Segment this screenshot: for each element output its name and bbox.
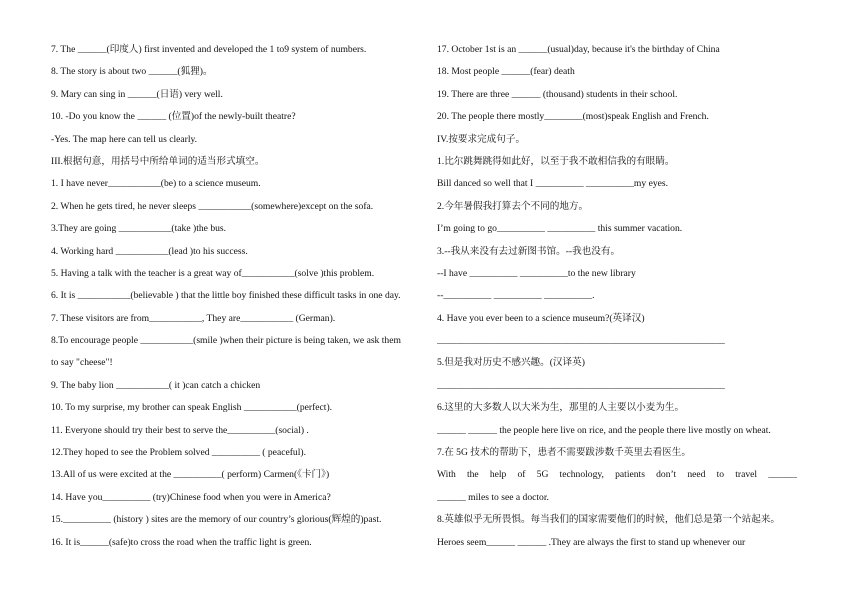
right-line-23: Heroes seem______ ______ .They are always the first to stand up whenever our (437, 536, 746, 548)
left-line-11: 5. Having a talk with the teacher is a great way of___________(solve )this problem. (51, 267, 375, 279)
left-line-14: 8.To encourage people ___________(smile )when their picture is being taken, we ask them (51, 335, 401, 347)
right-line-9: I’m going to go__________ __________ this summer vacation. (437, 223, 683, 235)
left-line-5: -Yes. The map here can tell us clearly. (51, 133, 198, 145)
left-line-8: 2. When he gets tired, he never sleeps ___________(somewhere)except on the sofa. (51, 200, 374, 212)
right-line-20: With the help of 5G technology, patients don’t need to travel ______ (437, 469, 797, 481)
left-line-23: 16. It is______(safe)to cross the road when the traffic light is green. (51, 536, 312, 548)
answer-blank-line-5: ____________________________________________________________ (437, 379, 725, 391)
left-line-2: 8. The story is about two ______(狐狸)。 (51, 66, 213, 78)
left-line-21: 14. Have you__________ (try)Chinese food when you were in America? (51, 491, 331, 503)
left-line-12: 6. It is ___________(believable ) that the little boy finished these difficult tasks in one day. (51, 290, 401, 302)
left-line-3: 9. Mary can sing in ______(日语) very well. (51, 88, 223, 100)
left-line-20: 13.All of us were excited at the __________( perform) Carmen(《卡门》) (51, 469, 330, 481)
left-line-19: 12.They hoped to see the Problem solved __________ ( peaceful). (51, 447, 306, 459)
section-iv-heading: IV.按要求完成句子。 (437, 133, 526, 145)
right-column (437, 41, 797, 556)
right-line-6: 1.比尔跳舞跳得如此好，以至于我不敢相信我的有眼睛。 (437, 155, 675, 167)
section-iii-heading: III.根据句意，用括号中所给单词的适当形式填空。 (51, 155, 265, 167)
left-line-9: 3.They are going ___________(take )the bus. (51, 223, 227, 235)
right-line-10: 3.--我从来没有去过新图书馆。--我也没有。 (437, 245, 621, 257)
left-line-15: to say "cheese"! (51, 357, 113, 369)
right-line-15: 5.但是我对历史不感兴趣。(汉译英) (437, 357, 585, 369)
right-line-21: ______ miles to see a doctor. (437, 491, 549, 503)
right-line-2: 18. Most people ______(fear) death (437, 66, 575, 78)
right-line-18: ______ ______ the people here live on rice, and the people there live mostly on wheat. (437, 424, 771, 436)
right-line-13: 4. Have you ever been to a science museum?(英译汉) (437, 312, 645, 324)
right-line-11: --I have __________ __________to the new library (437, 267, 636, 279)
right-line-12: --__________ __________ __________. (437, 290, 595, 302)
answer-blank-line-4: ____________________________________________________________ (437, 335, 725, 347)
right-line-7: Bill danced so well that I __________ __________my eyes. (437, 178, 669, 190)
left-column (51, 41, 431, 556)
left-line-16: 9. The baby lion ___________( it )can catch a chicken (51, 379, 261, 391)
left-line-18: 11. Everyone should try their best to serve the__________(social) . (51, 424, 309, 436)
right-line-17: 6.这里的大多数人以大米为生，那里的人主要以小麦为生。 (437, 402, 685, 414)
right-line-22: 8.英雄似乎无所畏惧。每当我们的国家需要他们的时候，他们总是第一个站起来。 (437, 514, 780, 526)
left-line-4: 10. -Do you know the ______ (位置)of the newly-built theatre? (51, 111, 296, 123)
right-line-4: 20. The people there mostly________(most)speak English and French. (437, 111, 709, 123)
right-line-19: 7.在 5G 技术的帮助下，患者不需要跋涉数千英里去看医生。 (437, 447, 691, 459)
left-line-22: 15.__________ (history ) sites are the memory of our country’s glorious(辉煌的)past. (51, 514, 382, 526)
right-line-3: 19. There are three ______ (thousand) students in their school. (437, 88, 678, 100)
left-line-10: 4. Working hard ___________(lead )to his success. (51, 245, 248, 257)
left-line-13: 7. These visitors are from___________, They are___________ (German). (51, 312, 336, 324)
left-line-1: 7. The ______(印度人) first invented and developed the 1 to9 system of numbers. (51, 44, 367, 55)
right-line-8: 2.今年暑假我打算去个不同的地方。 (437, 200, 589, 212)
left-line-7: 1. I have never___________(be) to a science museum. (51, 178, 261, 190)
left-line-17: 10. To my surprise, my brother can speak English ___________(perfect). (51, 402, 333, 414)
right-line-1: 17. October 1st is an ______(usual)day, because it's the birthday of China (437, 44, 720, 55)
